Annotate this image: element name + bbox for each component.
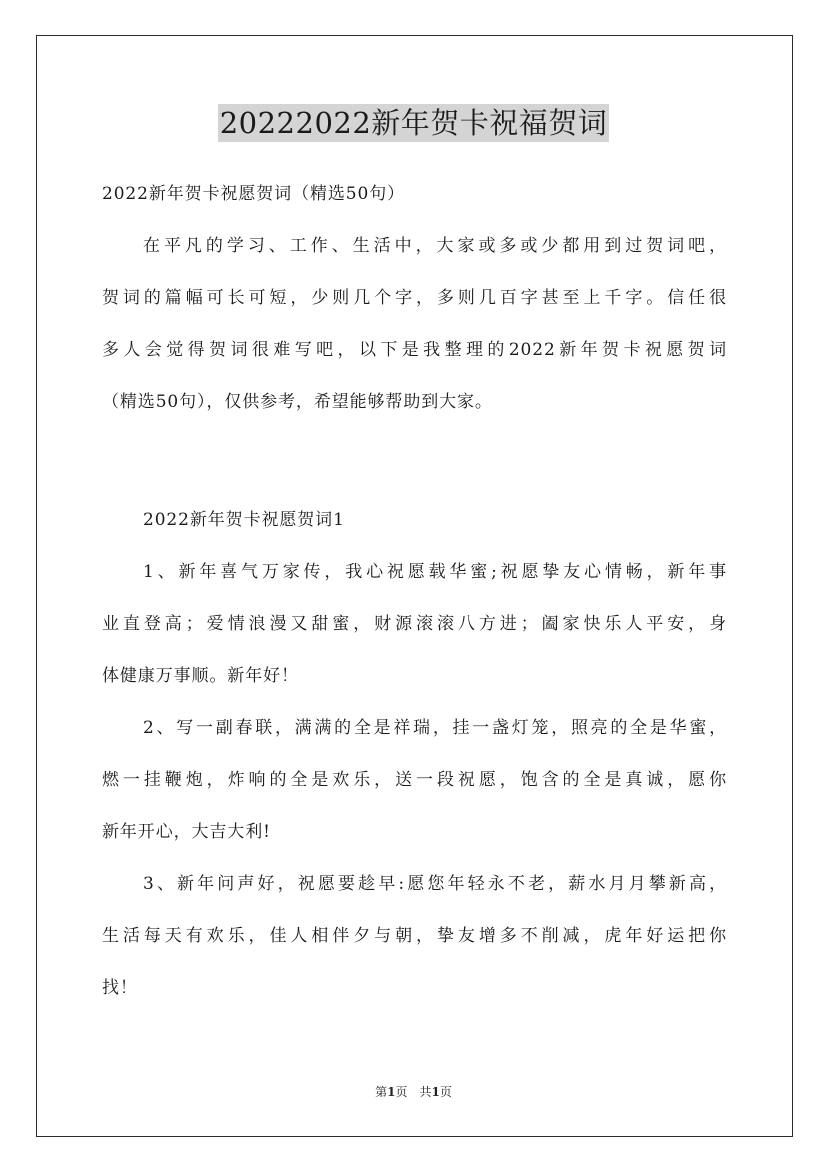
wish-item-1 — [102, 554, 727, 695]
wish-line: 3、新年问声好，祝愿要趁早:愿您年轻永不老，薪水月月攀新高， — [143, 874, 727, 894]
document-title-text: 20222022新年贺卡祝福贺词 — [219, 106, 608, 140]
page-footer — [0, 1083, 827, 1100]
page-prefix: 第 — [375, 1085, 388, 1099]
wish-line: 新年开心，大吉大利! — [102, 822, 271, 842]
wish-item-2 — [102, 710, 727, 851]
intro-line: 多人会觉得贺词很难写吧，以下是我整理的2022新年贺卡祝愿贺词 — [102, 340, 727, 360]
wish-line: 体健康万事顺。新年好！ — [102, 666, 299, 686]
section-heading: 2022新年贺卡祝愿贺词1 — [143, 510, 345, 530]
intro-line: （精选50句），仅供参考，希望能够帮助到大家。 — [102, 392, 493, 412]
intro-line: 贺词的篇幅可长可短，少则几个字，多则几百字甚至上千字。信任很 — [102, 288, 727, 308]
wish-item-3 — [102, 866, 727, 1007]
page-mid: 页 共 — [395, 1085, 432, 1099]
subtitle: 2022新年贺卡祝愿贺词（精选50句） — [102, 184, 405, 204]
wish-line: 业直登高；爱情浪漫又甜蜜，财源滚滚八方进；阖家快乐人平安，身 — [102, 614, 727, 634]
wish-line: 2、写一副春联，满满的全是祥瑞，挂一盏灯笼，照亮的全是华蜜， — [143, 718, 727, 738]
document-title — [0, 103, 827, 142]
intro-line: 在平凡的学习、工作、生活中，大家或多或少都用到过贺词吧， — [143, 236, 727, 256]
page-number: 1 — [387, 1085, 396, 1099]
section-heading-block — [102, 502, 727, 539]
wish-line: 1、新年喜气万家传，我心祝愿载华蜜;祝愿挚友心情畅，新年事 — [143, 562, 727, 582]
wish-line: 燃一挂鞭炮，炸响的全是欢乐，送一段祝愿，饱含的全是真诚，愿你 — [102, 770, 727, 790]
wish-line: 生活每天有欢乐，佳人相伴夕与朝，挚友增多不削减，虎年好运把你 — [102, 926, 727, 946]
wish-line: 找！ — [102, 978, 138, 998]
page-suffix: 页 — [439, 1085, 452, 1099]
page-total: 1 — [431, 1085, 440, 1099]
intro-paragraph — [102, 228, 727, 421]
